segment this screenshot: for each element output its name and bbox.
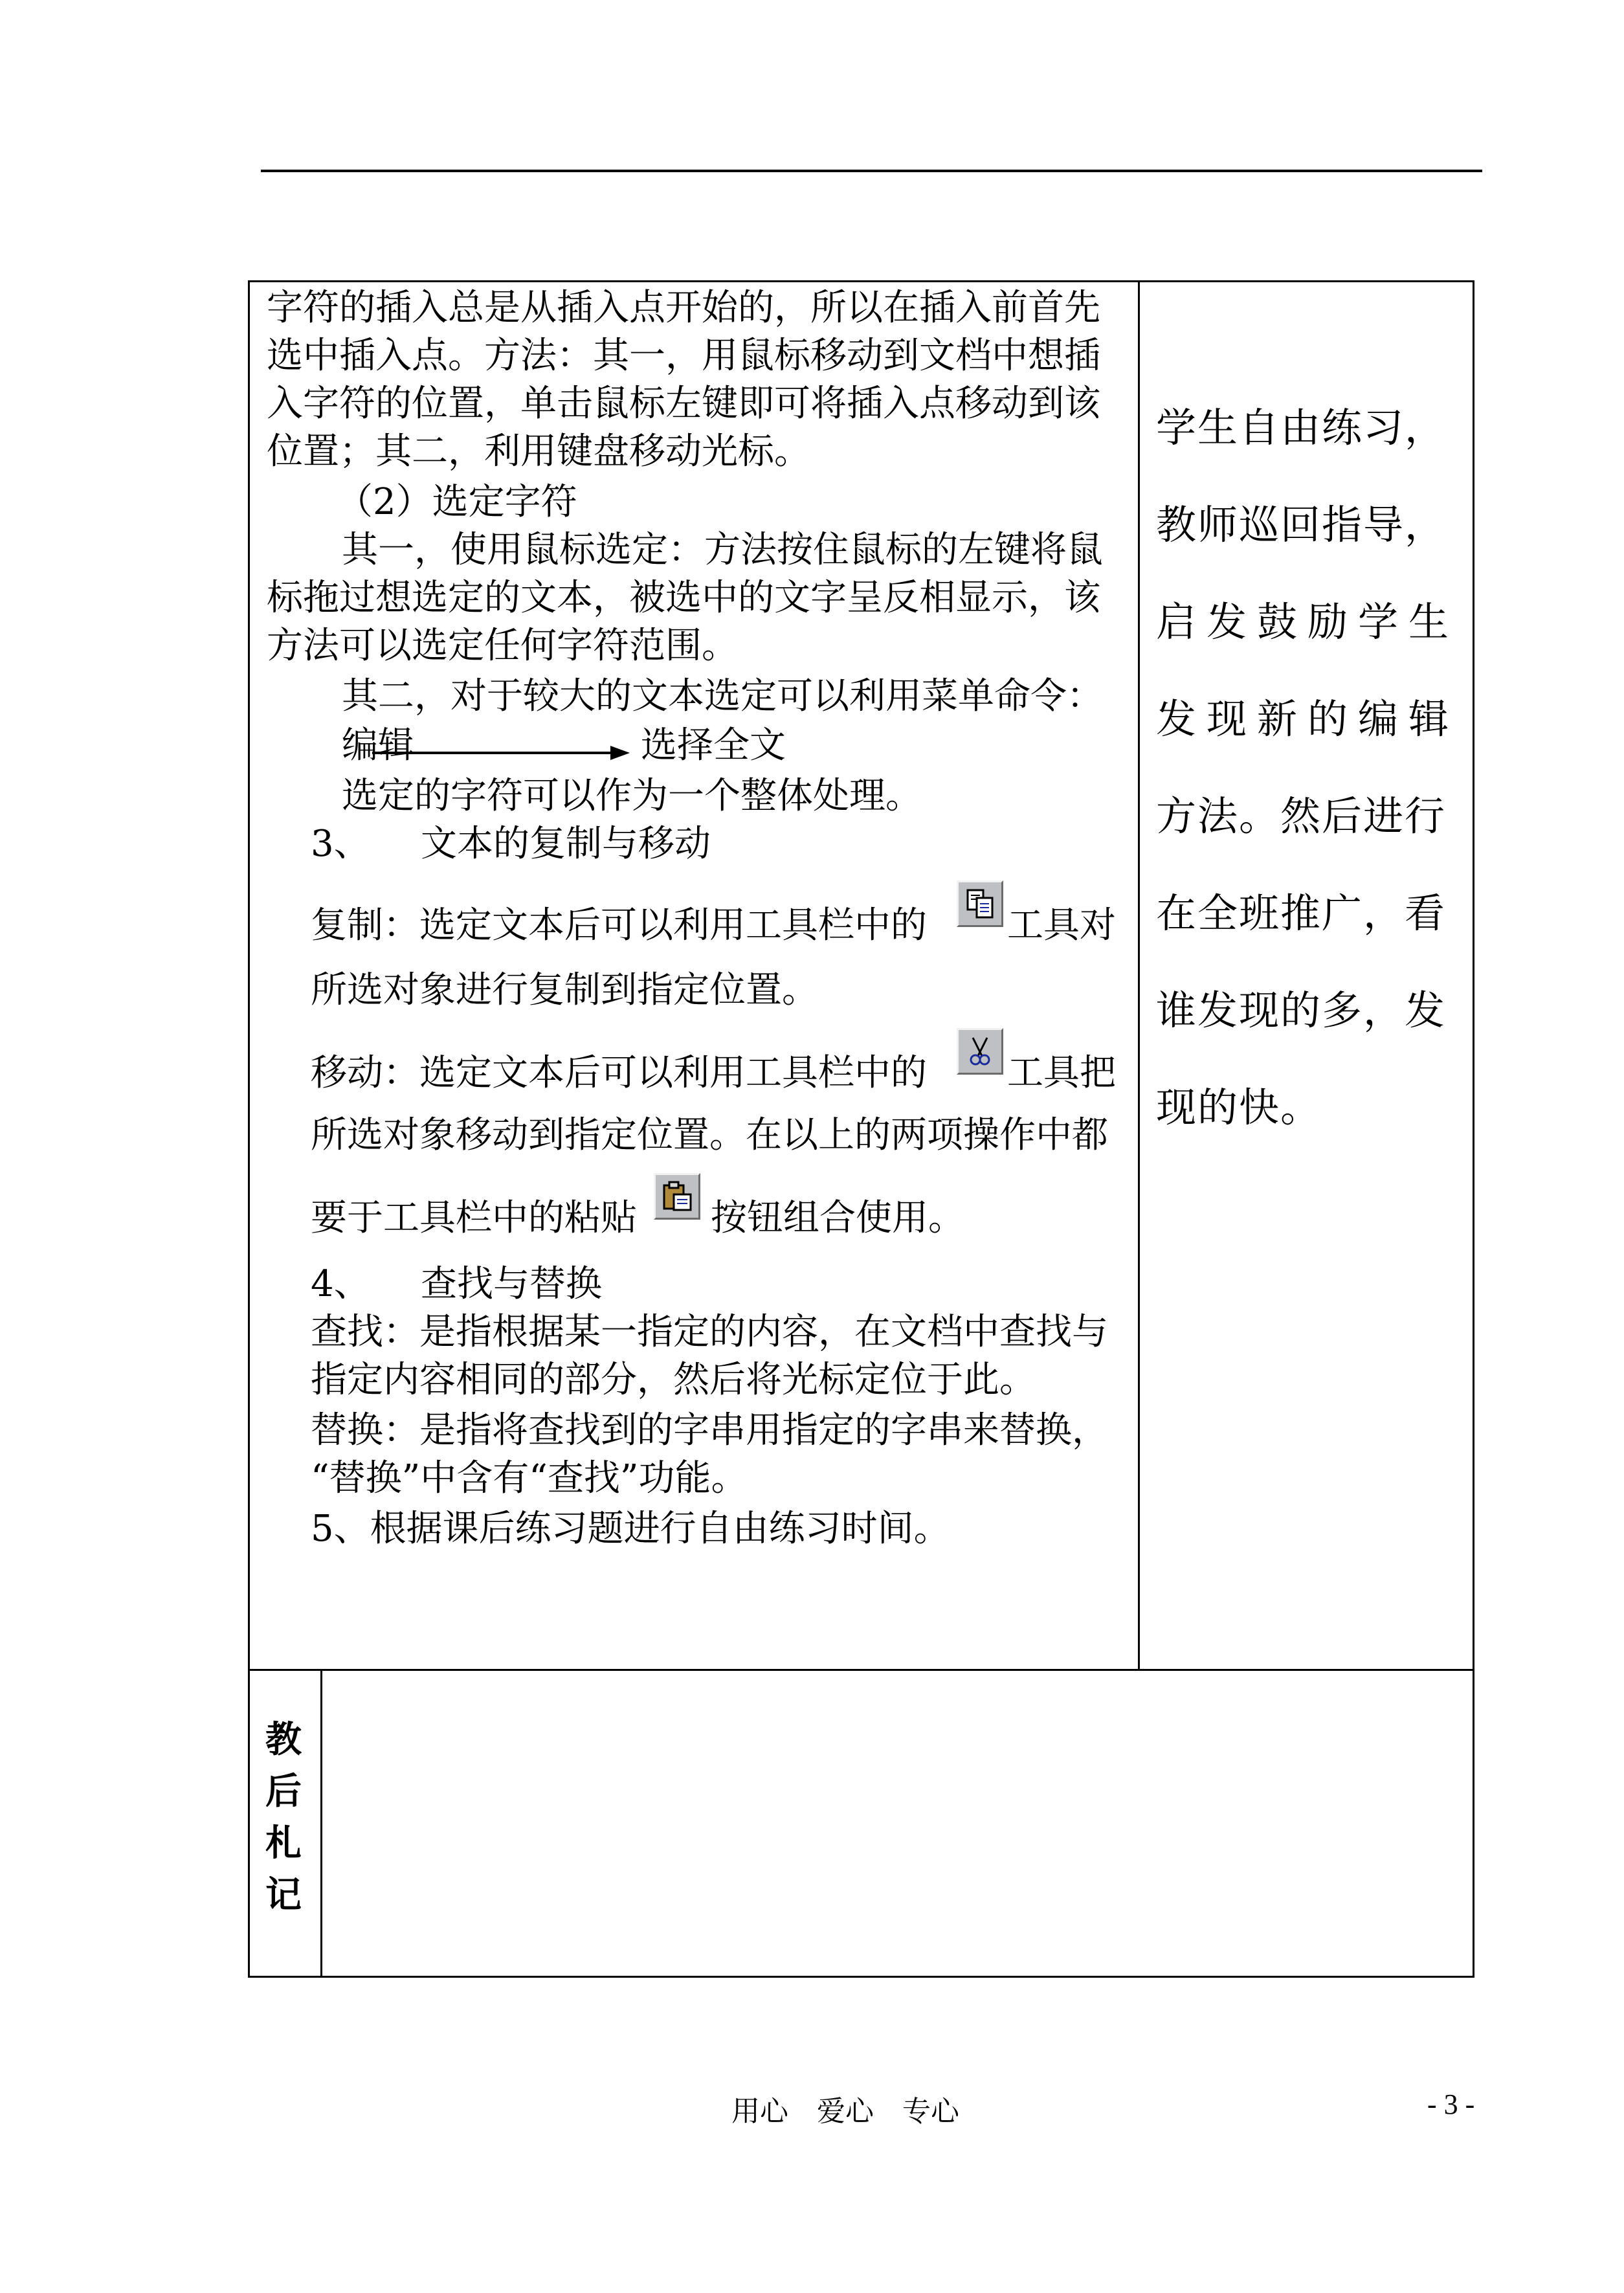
paragraph-line: 选中插入点。方法：其一，用鼠标移动到文档中想插	[267, 335, 1100, 377]
paste-icon	[654, 1173, 700, 1220]
right-col-line: 教师巡回指导，	[1156, 501, 1447, 548]
column-divider	[1138, 280, 1140, 1671]
paragraph-line: 替换：是指将查找到的字串用指定的字串来替换，	[311, 1409, 1108, 1451]
menu-path-to: 选择全文	[641, 724, 786, 766]
paragraph-line: 工具把	[1007, 1052, 1116, 1094]
section-3-title: 文本的复制与移动	[421, 823, 711, 865]
side-label-char: 记	[265, 1874, 302, 1916]
scissors-icon	[957, 1028, 1003, 1075]
paragraph-line: 要于工具栏中的粘贴	[311, 1197, 637, 1239]
paragraph-line: 工具对	[1007, 904, 1116, 946]
section-4-title: 查找与替换	[421, 1263, 602, 1305]
right-col-line: 方法。然后进行	[1156, 792, 1447, 840]
right-col-line: 谁发现的多，发	[1156, 987, 1447, 1034]
paragraph-line: 标拖过想选定的文本，被选中的文字呈反相显示，该	[267, 577, 1100, 619]
section-5: 5、根据课后练习题进行自由练习时间。	[311, 1508, 950, 1550]
paragraph-line: 入字符的位置，单击鼠标左键即可将插入点移动到该	[267, 383, 1100, 425]
right-col-line: 启发鼓励学生	[1156, 598, 1460, 645]
side-label-char: 教	[265, 1719, 302, 1761]
section-4-number: 4、	[311, 1263, 370, 1305]
right-col-line: 学生自由练习，	[1156, 404, 1447, 451]
paragraph-line: 查找：是指根据某一指定的内容，在文档中查找与	[311, 1311, 1108, 1353]
paragraph-line: 所选对象移动到指定位置。在以上的两项操作中都	[311, 1114, 1108, 1156]
menu-path-from: 编辑	[342, 724, 414, 766]
paragraph-line: 其二，对于较大的文本选定可以利用菜单命令：	[342, 675, 1103, 717]
paragraph-line: 选定的字符可以作为一个整体处理。	[342, 775, 922, 817]
side-label-char: 后	[265, 1771, 302, 1813]
paragraph-line: “替换”中含有“查找”功能。	[311, 1457, 748, 1499]
right-col-line: 现的快。	[1156, 1084, 1322, 1131]
right-col-line: 发现新的编辑	[1156, 695, 1460, 743]
paragraph-line: 按钮组合使用。	[711, 1197, 964, 1239]
paragraph-line: 位置；其二，利用键盘移动光标。	[267, 431, 810, 473]
paragraph-line: 移动：选定文本后可以利用工具栏中的	[311, 1052, 927, 1094]
arrow-right-icon	[372, 743, 631, 763]
paragraph-line: 指定内容相同的部分，然后将光标定位于此。	[311, 1359, 1036, 1401]
page-number: - 3 -	[1427, 2088, 1475, 2120]
label-divider	[320, 1669, 322, 1978]
paragraph-line: 所选对象进行复制到指定位置。	[311, 969, 818, 1011]
paragraph-line: 其一，使用鼠标选定：方法按住鼠标的左键将鼠	[342, 529, 1103, 571]
right-col-line: 在全班推广，看	[1156, 889, 1447, 937]
row-divider	[248, 1669, 1474, 1671]
section-3-number: 3、	[311, 823, 370, 865]
copy-icon	[957, 880, 1003, 927]
section-2-title: （2）选定字符	[337, 481, 577, 523]
paragraph-line: 复制：选定文本后可以利用工具栏中的	[311, 904, 927, 946]
footer-motto: 用心 爱心 专心	[731, 2095, 959, 2128]
paragraph-line: 方法可以选定任何字符范围。	[267, 625, 738, 667]
side-label-char: 札	[265, 1822, 302, 1864]
header-rule	[261, 170, 1482, 172]
paragraph-line: 字符的插入总是从插入点开始的，所以在插入前首先	[267, 287, 1100, 329]
